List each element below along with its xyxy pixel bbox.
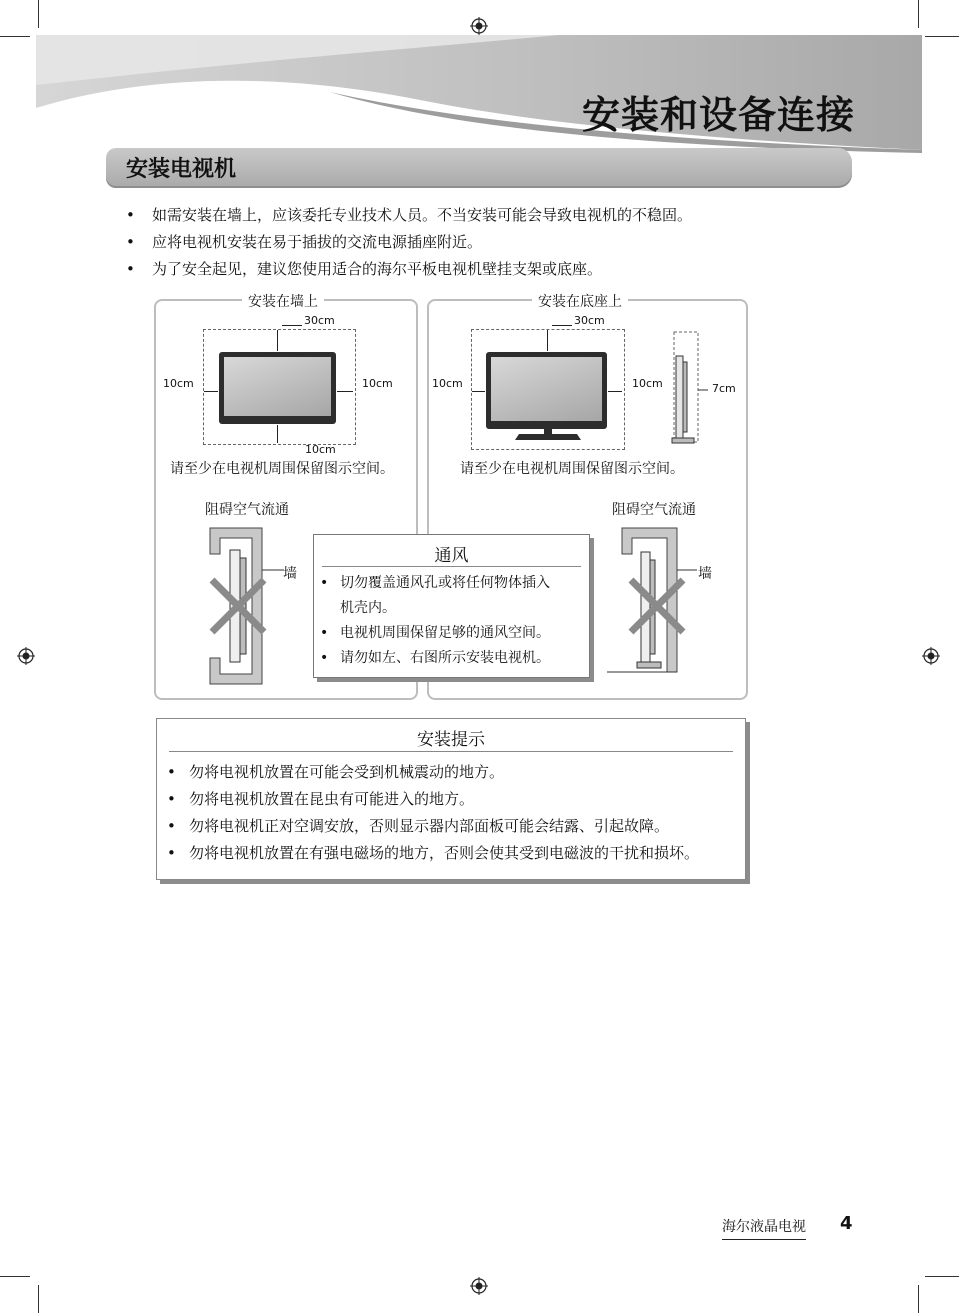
ventilation-list — [320, 571, 550, 671]
divider — [322, 566, 581, 567]
tv-screen — [224, 357, 331, 416]
stand-mount-title: 安装在底座上 — [532, 291, 628, 311]
clearance-right-label: 10cm — [632, 377, 663, 390]
clearance-right-label: 10cm — [362, 377, 393, 390]
clearance-left-label: 10cm — [163, 377, 194, 390]
list-item: • 如需安装在墙上，应该委托专业技术人员。不当安装可能会导致电视机的不稳固。 — [126, 202, 692, 229]
crop-mark — [925, 1276, 959, 1277]
list-item: 机壳内。 — [340, 600, 396, 616]
registration-mark-icon — [17, 647, 35, 665]
list-item: • 勿将电视机放置在有强电磁场的地方，否则会使其受到电磁波的干扰和损坏。 — [167, 840, 699, 867]
clearance-top-label: 30cm — [574, 314, 605, 327]
list-item: • 为了安全起见，建议您使用适合的海尔平板电视机壁挂支架或底座。 — [126, 256, 692, 283]
registration-mark-icon — [922, 647, 940, 665]
wall-mount-title: 安装在墙上 — [242, 291, 324, 311]
tv-side-view-illustration — [668, 330, 708, 448]
leader-line — [552, 325, 572, 326]
dimension-line — [547, 330, 548, 351]
divider — [169, 751, 733, 752]
crop-mark — [918, 0, 919, 28]
recessed-wall-illustration — [200, 518, 290, 690]
wall-label: 墙 — [698, 566, 712, 582]
chapter-title: 安装和设备连接 — [581, 93, 855, 137]
wall-label: 墙 — [283, 566, 297, 582]
installation-tips-list — [167, 759, 699, 867]
list-item: • 请勿如左、右图所示安装电视机。 — [320, 646, 550, 671]
dimension-line — [472, 391, 485, 392]
crop-mark — [0, 1276, 30, 1277]
dimension-line — [608, 391, 622, 392]
airflow-blocked-label: 阻碍空气流通 — [612, 502, 696, 518]
list-item: • 切勿覆盖通风孔或将任何物体插入 — [320, 571, 550, 596]
page-number: 4 — [840, 1213, 853, 1234]
tv-stand-base — [515, 428, 581, 442]
dimension-line — [277, 425, 278, 443]
dimension-line — [337, 391, 353, 392]
section-title: 安装电视机 — [126, 157, 237, 182]
crop-mark — [918, 1285, 919, 1313]
crop-mark — [38, 0, 39, 28]
dimension-line — [277, 330, 278, 351]
list-item: • 勿将电视机放置在昆虫有可能进入的地方。 — [167, 786, 699, 813]
leader-line — [282, 325, 302, 326]
install-bullet-list — [126, 202, 692, 283]
dimension-line — [204, 391, 218, 392]
ventilation-title: 通风 — [434, 546, 469, 566]
stand-caption: 请至少在电视机周围保留图示空间。 — [460, 461, 684, 477]
installation-tips-box — [156, 718, 746, 880]
clearance-top-label: 30cm — [304, 314, 335, 327]
installation-tips-title: 安装提示 — [417, 730, 485, 750]
list-item: • 电视机周围保留足够的通风空间。 — [320, 621, 550, 646]
registration-mark-icon — [470, 1277, 488, 1295]
wall-caption: 请至少在电视机周围保留图示空间。 — [170, 461, 394, 477]
list-item: • 勿将电视机放置在可能会受到机械震动的地方。 — [167, 759, 699, 786]
list-item: • 勿将电视机正对空调安放，否则显示器内部面板可能会结露、引起故障。 — [167, 813, 699, 840]
airflow-blocked-label: 阻碍空气流通 — [205, 502, 289, 518]
enclosed-stand-illustration — [605, 518, 700, 678]
clearance-left-label: 10cm — [432, 377, 463, 390]
list-item: • 应将电视机安装在易于插拔的交流电源插座附近。 — [126, 229, 692, 256]
tv-screen — [491, 357, 602, 421]
crop-mark — [38, 1285, 39, 1313]
ventilation-note-box — [313, 534, 590, 678]
clearance-side-label: 7cm — [712, 382, 736, 395]
clearance-bottom-label: 10cm — [305, 443, 336, 456]
footer-brand: 海尔液晶电视 — [722, 1216, 806, 1240]
